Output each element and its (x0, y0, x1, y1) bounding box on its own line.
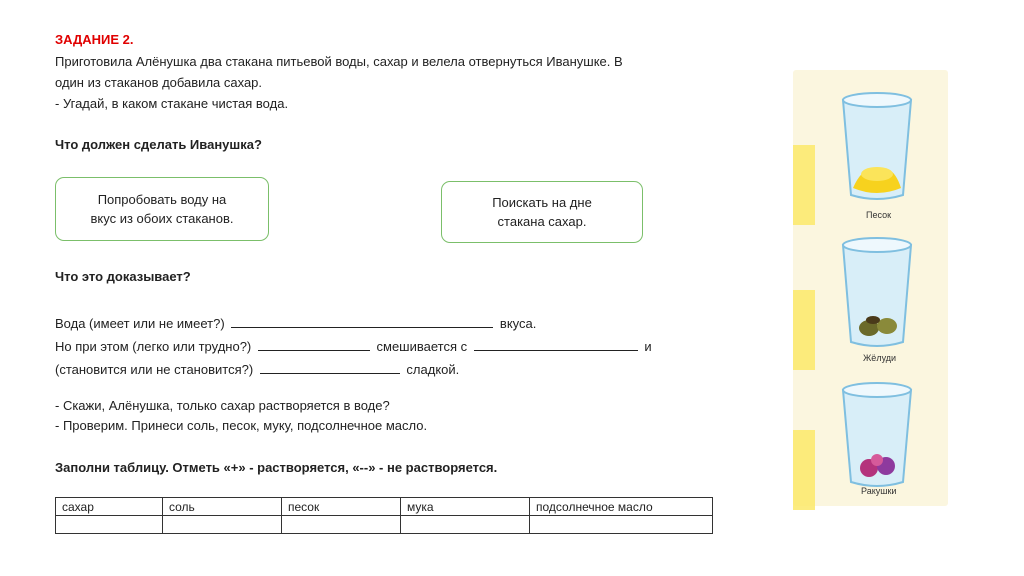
glass-sand-icon (843, 93, 911, 199)
header-oil: подсолнечное масло (530, 498, 713, 516)
header-salt: соль (163, 498, 282, 516)
task-title: ЗАДАНИЕ 2. (55, 32, 134, 47)
blank-sweet[interactable] (260, 360, 400, 374)
answer-cell-oil[interactable] (530, 516, 713, 534)
dialog-line: - Скажи, Алёнушка, только сахар растворяется в воде? (55, 398, 390, 413)
blank-easy-hard[interactable] (258, 337, 370, 351)
fill-text: Но при этом (легко или трудно?) (55, 339, 252, 354)
glass-acorns-icon (843, 238, 911, 346)
answer-cell-sand[interactable] (282, 516, 401, 534)
fill-text: Вода (имеет или не имеет?) (55, 316, 225, 331)
dialog-block (55, 396, 427, 436)
glasses-picture (793, 70, 948, 506)
fill-text: (становится или не становится?) (55, 362, 254, 377)
blank-mixes-with[interactable] (474, 337, 638, 351)
dialog-line: - Проверим. Принеси соль, песок, муку, подсолнечное масло. (55, 418, 428, 433)
header-sugar: сахар (56, 498, 163, 516)
question-what-to-do: Что должен сделать Иванушка? (55, 137, 262, 152)
option-line: вкус из обоих стаканов. (90, 211, 234, 226)
solubility-table (55, 497, 713, 534)
fill-text: сладкой. (406, 362, 460, 377)
fill-text: вкуса. (499, 316, 537, 331)
table-answer-row (56, 516, 713, 534)
label-acorns: Жёлуди (863, 353, 897, 363)
header-flour: мука (401, 498, 530, 516)
option-line: стакана сахар. (497, 214, 587, 229)
option-line: Попробовать воду на (97, 192, 227, 207)
intro-line: - Угадай, в каком стакане чистая вода. (55, 96, 289, 111)
fill-text: и (644, 339, 652, 354)
question-what-proves: Что это доказывает? (55, 269, 191, 284)
glass-shells-icon (843, 383, 911, 486)
intro-line: Приготовила Алёнушка два стакана питьевой воды, сахар и велела отвернуться Иванушке. В (55, 54, 623, 69)
label-sand: Песок (866, 210, 892, 220)
glasses-illustration (793, 70, 948, 506)
table-header-row (56, 498, 713, 516)
intro-line: один из стаканов добавила сахар. (55, 75, 263, 90)
option-taste-water-button[interactable] (55, 177, 269, 241)
table-instruction: Заполни таблицу. Отметь «+» - растворяется, «--» - не растворяется. (55, 460, 498, 475)
answer-cell-salt[interactable] (163, 516, 282, 534)
answer-cell-sugar[interactable] (56, 516, 163, 534)
fill-line-2 (55, 335, 652, 358)
fill-line-3 (55, 358, 652, 381)
fill-in-block (55, 312, 652, 381)
option-search-sugar-button[interactable] (441, 181, 643, 243)
answer-cell-flour[interactable] (401, 516, 530, 534)
task-intro (55, 51, 715, 114)
fill-text: смешивается с (376, 339, 468, 354)
option-line: Поискать на дне (492, 195, 592, 210)
header-sand: песок (282, 498, 401, 516)
fill-line-1 (55, 312, 652, 335)
label-shells: Ракушки (861, 486, 897, 496)
blank-taste[interactable] (231, 314, 493, 328)
